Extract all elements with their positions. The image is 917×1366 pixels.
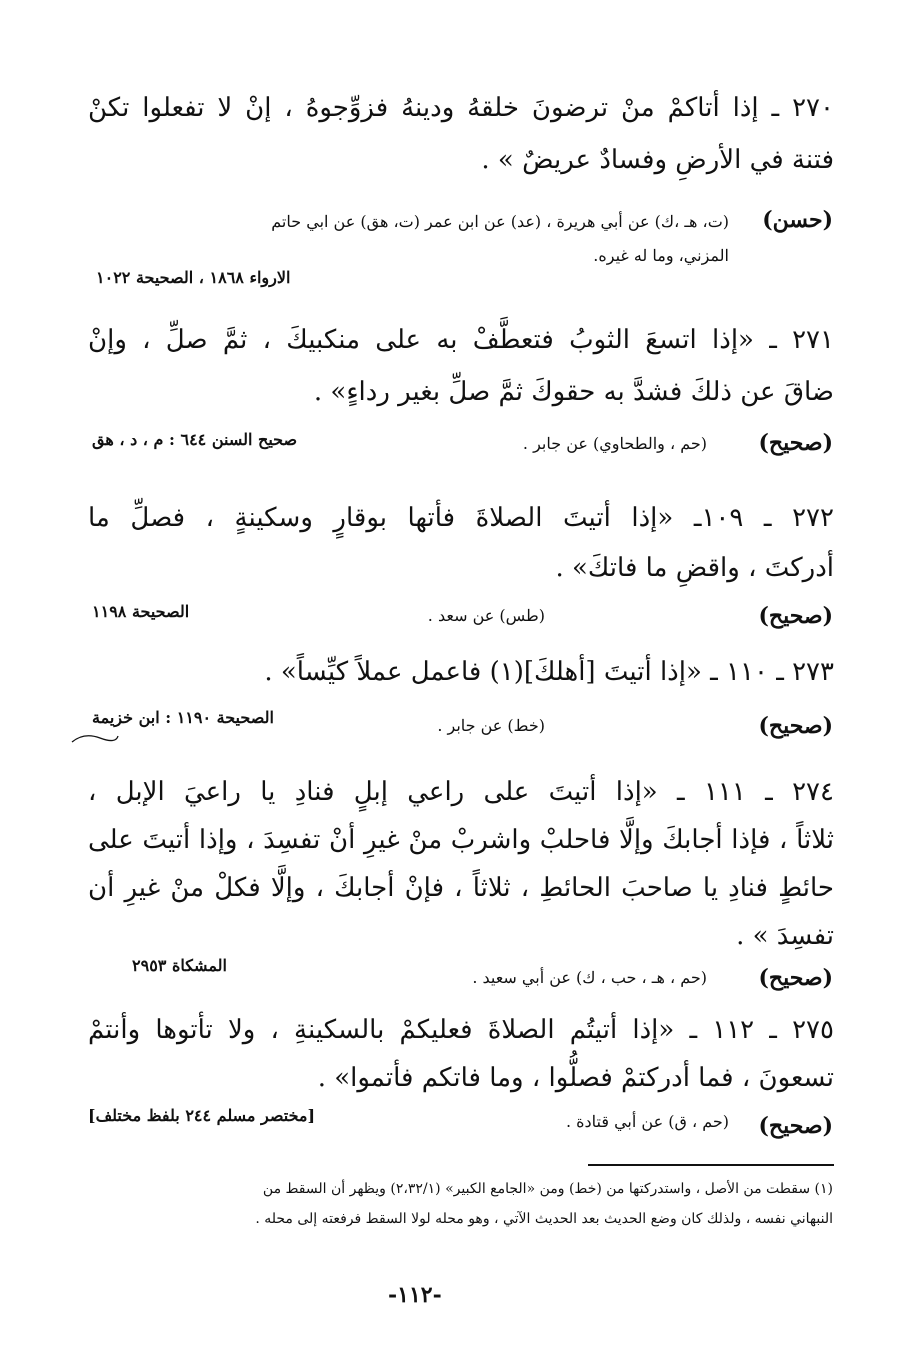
source-line: (حم ، والطحاوي) عن جابر .: [522, 434, 707, 453]
hadith-line: ٢٧٤ ـ ١١١ ـ «إذا أتيتَ على راعي إبلٍ فنادِ يا راعيَ الإبل ،: [88, 777, 834, 807]
source-line: (حم ، ق) عن أبي قتادة .: [565, 1112, 729, 1131]
grade-label: (صحيح): [758, 713, 833, 739]
hadith-line: تسعونَ ، فما أدركتمْ فصلُّوا ، وما فاتكم فأتموا» .: [317, 1063, 834, 1093]
source-line: (طس) عن سعد .: [427, 606, 545, 625]
hadith-line: ٢٧٠ ـ إذا أتاكمْ منْ ترضونَ خلقهُ ودينهُ فزوِّجوهُ ، إنْ لا تفعلوا تكنْ: [88, 93, 834, 123]
grade-label: (حسن): [762, 207, 833, 233]
hadith-line: ضاقَ عن ذلكَ فشدَّ به حقوكَ ثمَّ صلِّ بغير رداءٍ» .: [313, 377, 834, 407]
source-line: (حم ، هـ ، حب ، ك) عن أبي سعيد .: [472, 968, 707, 987]
hadith-line: ٢٧١ ـ «إذا اتسعَ الثوبُ فتعطَّفْ به على منكبيكَ ، ثمَّ صلِّ ، وإنْ: [88, 325, 834, 355]
grade-label: (صحيح): [758, 430, 833, 456]
reference-line: الارواء ١٨٦٨ ، الصحيحة ١٠٢٢: [96, 268, 291, 287]
footnote-separator: [588, 1164, 834, 1166]
reference-line: الصحيحة ١١٩٨: [92, 602, 190, 621]
hadith-line: أدركتَ ، واقضِ ما فاتكَ» .: [555, 553, 834, 583]
hadith-line: فتنة في الأرضِ وفسادٌ عريضٌ » .: [481, 145, 834, 175]
reference-line: المشكاة ٢٩٥٣: [132, 956, 227, 975]
reference-line: الصحيحة ١١٩٠ : ابن خزيمة: [92, 708, 274, 727]
hadith-line: ٢٧٥ ـ ١١٢ ـ «إذا أتيتُم الصلاةَ فعليكمْ بالسكينةِ ، ولا تأتوها وأنتمْ: [88, 1015, 834, 1045]
grade-label: (صحيح): [758, 1113, 833, 1139]
source-line: المزني، وما له غيره.: [593, 246, 729, 265]
footnote-line: النبهاني نفسه ، ولذلك كان وضع الحديث بعد الحديث الآتي ، وهو محله لولا السقط فرفعته إلى محله .: [255, 1211, 833, 1227]
page-number: -١١٢-: [388, 1282, 442, 1308]
hadith-line: ٢٧٢ ـ ١٠٩ـ «إذا أتيتَ الصلاةَ فأتها بوقارٍ وسكينةٍ ، فصلِّ ما: [88, 503, 834, 533]
hadith-line: ٢٧٣ ـ ١١٠ ـ «إذا أتيتَ [أهلكَ](١) فاعمل عملاً كيِّساً» .: [264, 657, 834, 687]
source-line: (خط) عن جابر .: [437, 716, 545, 735]
source-line: (ت، هـ ،ك) عن أبي هريرة ، (عد) عن ابن عمر (ت، هق) عن ابي حاتم: [271, 212, 729, 231]
hadith-line: ثلاثاً ، فإذا أجابكَ وإلَّا فاحلبْ واشربْ منْ غيرِ أنْ تفسِدَ ، وإذا أتيتَ على: [88, 825, 834, 855]
reference-line: صحيح السنن ٦٤٤ : م ، د ، هق: [92, 430, 298, 449]
hadith-line: حائطٍ فنادِ يا صاحبَ الحائطِ ، ثلاثاً ، فإنْ أجابكَ ، وإلَّا فكلْ منْ غيرِ أن: [88, 873, 834, 903]
handwritten-mark: [70, 728, 120, 750]
reference-line: [مختصر مسلم ٢٤٤ بلفظ مختلف]: [88, 1106, 316, 1125]
footnote-line: (١) سقطت من الأصل ، واستدركتها من (خط) ومن «الجامع الكبير» (٢،٣٢/١) ويظهر أن السقط من: [262, 1181, 833, 1197]
grade-label: (صحيح): [758, 965, 833, 991]
grade-label: (صحيح): [758, 603, 833, 629]
hadith-line: تفسِدَ » .: [736, 921, 834, 951]
